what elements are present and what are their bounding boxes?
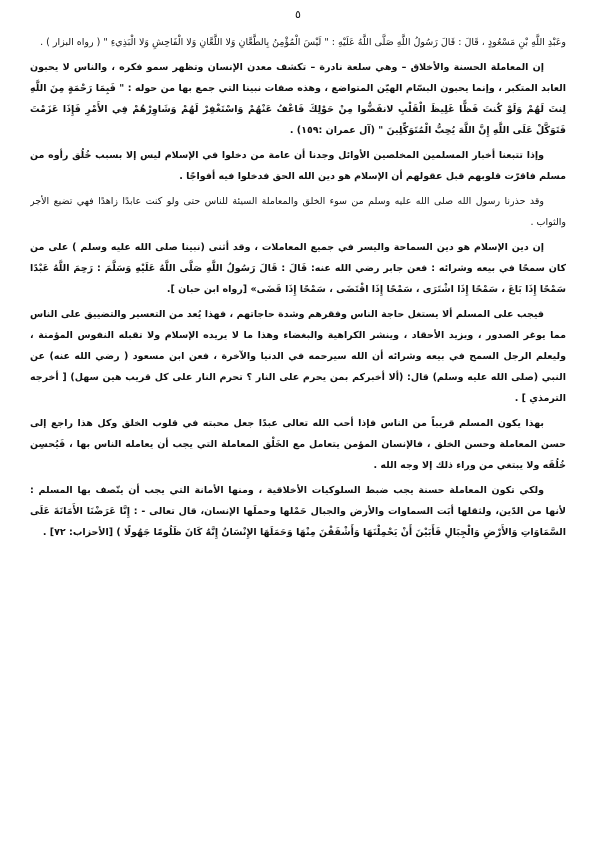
document-page [30, 8, 566, 836]
paragraph-hadith-ibn-masud: وعَبْدِ اللَّهِ بْنِ مَسْعُودٍ ، قَالَ : قَالَ رَسُولُ اللَّهِ صَلَّى اللَّهُ عَلَيْهِ : " لَيْسَ الْمُؤْمِنُ بِالطَّعَّانِ وَلا اللَّعَّانِ وَلا الْفَاحِشِ وَلا الْبَذِيءِ " ( رواه البزار ) . [40, 37, 566, 48]
paragraph-early-muslims: وإذا تتبعنا أخبار المسلمين المخلصين الأوائل وجدنا أن عامة من دخلوا في الإسلام ليس إلا بسبب خُلُق رأوه من مسلم فاقرّت قلوبهم قبل عقولهم أن الإسلام هو دين الله الحق فدخلوا فيه أفواجًا . [30, 150, 566, 182]
page-number: ٥ [295, 8, 301, 21]
paragraph-closeness-to-people: بهذا يكون المسلم قريباً من الناس فإذا أحب الله تعالى عبدًا جعل محبته في قلوب الخلق وكل هذا راجع إلى حسن المعاملة وحسن الخلق ، فالإنسان المؤمن يتعامل مع الخَلْق المعاملة التي يجب أن يعامله الناس بها ، فَيُحسِن خُلُقَه ولا يبتغي من وراء ذلك إلا وجه الله . [30, 418, 566, 471]
paragraph-do-not-exploit: فيجب على المسلم ألا يستغل حاجة الناس وفقرهم وشدة حاجاتهم ، فهذا يُعد من التعسير والتضييق على الناس مما يوغر الصدور ، ويزيد الأحقاد ، وينشر الكراهية والبغضاء وهذا ما لا يريده الإسلام ولا تقبله النفوس المؤمنة ، وليعلم الرجل السمح في بيعه وشرائه أن الله سيرحمه في الدنيا والآخرة ، فعن ابن مسعود ( رضي الله عنه) عن النبي (صلى الله عليه وسلم) قال: (ألا أخبركم بمن يحرم على النار ؟ تحرم النار على كل قريب هين سهل) [ أخرجه الترمذي ] . [30, 309, 566, 404]
paragraph-tolerance-in-trade: إن دين الإسلام هو دين السماحة واليسر في جميع المعاملات ، وقد أثنى (نبينا صلى الله عليه وسلم ) على من كان سمحًا في بيعه وشرائه : فعن جابر رضي الله عنه: قَالَ : قَالَ رَسُولُ اللَّهِ صَلَّى اللَّهُ عَلَيْهِ وَسَلَّمَ : رَحِمَ اللَّهُ عَبْدًا سَمْحًا إِذَا بَاعَ ، سَمْحًا إِذَا اشْتَرَى ، سَمْحًا إِذَا اقْتَضَى ، سَمْحًا إِذَا قَضَى» [رواه ابن حبان ]. [30, 242, 566, 295]
paragraph-good-conduct: إن المعاملة الحسنة والأخلاق – وهي سلعة نادرة – تكشف معدن الإنسان وتظهر سمو فكره ، والناس لا يحبون العابد المتكبر ، وإنما يحبون البسّام الهيّن المتواضع ، وهذه صفات نبينا التي جمع بها من حوله : " فَبِمَا رَحْمَةٍ مِنَ اللَّهِ لِنتَ لَهُمْ وَلَوْ كُنتَ فَظًّا غَلِيظَ الْقَلْبِ لانفَضُّوا مِنْ حَوْلِكَ فَاعْفُ عَنْهُمْ وَاسْتَغْفِرْ لَهُمْ وَشَاوِرْهُمْ فِي الأَمْرِ فَإِذَا عَزَمْتَ فَتَوَكَّلْ عَلَى اللَّهِ إِنَّ اللَّهَ يُحِبُّ الْمُتَوَكِّلِينَ " (آل عمران :١٥٩) . [30, 62, 566, 136]
paragraph-warning-bad-conduct: وقد حذرنا رسول الله صلى الله عليه وسلم من سوء الخلق والمعاملة السيئة للناس حتى ولو كنت عابدًا زاهدًا فهي تضيع الأجر والثواب . [30, 196, 566, 228]
paragraph-trustworthiness: ولكي تكون المعاملة حسنة يجب ضبط السلوكيات الأخلاقية ، ومنها الأمانة التي يجب أن يتّصف بها المسلم : لأنها من الدّين، ولثقلها أبَت السماوات والأرض والجبال حَمْلها وحملَها الإنسان، قال تعالى - : إِنَّا عَرَضْنَا الأَمَانَةَ عَلَى السَّمَاوَاتِ وَالأَرْضِ وَالْجِبَالِ فَأَبَيْنَ أَنْ يَحْمِلْنَهَا وَأَشْفَقْنَ مِنْهَا وَحَمَلَهَا الإِنْسَانُ إِنَّهُ كَانَ ظَلُومًا جَهُولًا ) [الأحزاب: ٧٢] . [30, 485, 566, 538]
